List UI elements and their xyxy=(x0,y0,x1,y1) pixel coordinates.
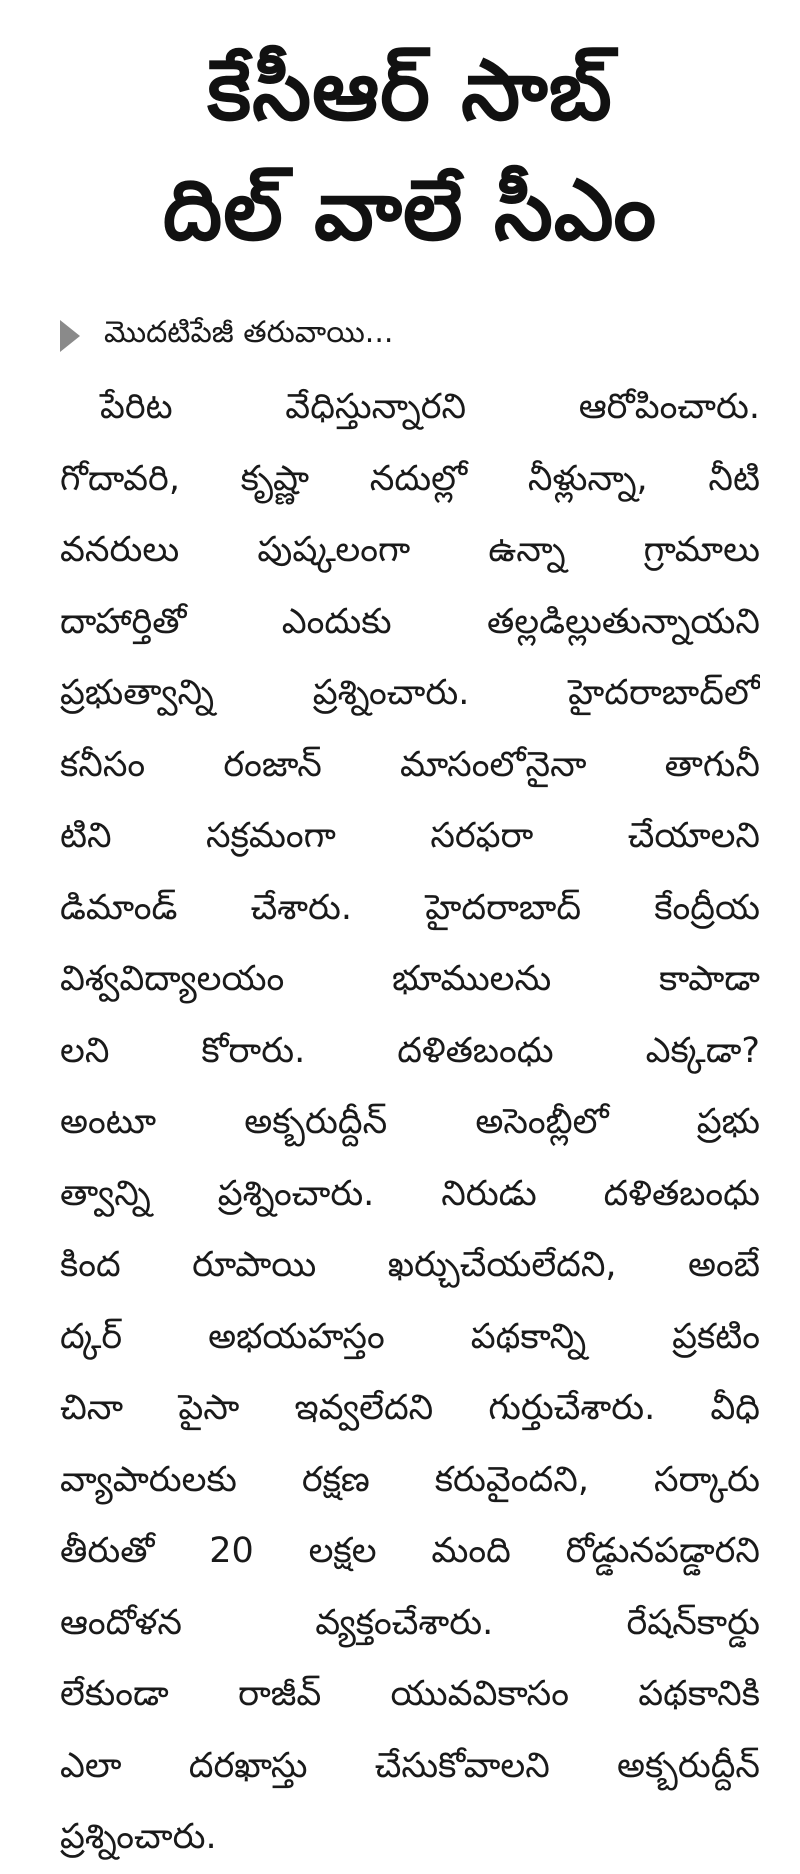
body-line: కనీసం రంజాన్ మాసంలోనైనా తాగునీ xyxy=(60,744,760,785)
body-line: పేరిట వేధిస్తున్నారని ఆరోపించారు. xyxy=(100,387,760,427)
body-line: ఎలా దరఖాస్తు చేసుకోవాలని అక్బరుద్దీన్ xyxy=(60,1745,760,1786)
body-line: టిని సక్రమంగా సరఫరా చేయాలని xyxy=(60,816,760,856)
continuation-marker xyxy=(60,308,760,364)
body-line: చినా పైసా ఇవ్వలేదని గుర్తుచేశారు. వీధి xyxy=(60,1388,760,1428)
triangle-arrow-icon xyxy=(60,320,80,352)
body-line: కింద రూపాయి ఖర్చుచేయలేదని, అంబే xyxy=(60,1245,760,1285)
body-line: లని కోరారు. దళితబంధు ఎక్కడా? xyxy=(60,1030,760,1071)
body-line: గోదావరి, కృష్ణా నదుల్లో నీళ్లున్నా, నీటి xyxy=(60,458,760,499)
body-line: విశ్వవిద్యాలయం భూములను కాపాడా xyxy=(60,959,760,999)
body-line: ప్రభుత్వాన్ని ప్రశ్నించారు. హైదరాబాద్‌లో xyxy=(60,673,760,713)
body-line: డిమాండ్ చేశారు. హైదరాబాద్ కేంద్రీయ xyxy=(60,887,760,928)
body-line: అంటూ అక్బరుద్దీన్ అసెంబ్లీలో ప్రభు xyxy=(60,1102,760,1142)
body-line: ఆందోళన వ్యక్తంచేశారు. రేషన్‌కార్డు xyxy=(60,1602,760,1643)
body-line: దాహార్తితో ఎందుకు తల్లడిల్లుతున్నాయని xyxy=(60,601,760,642)
body-line: ద్కర్ అభయహస్తం పథకాన్ని ప్రకటిం xyxy=(60,1316,760,1357)
body-line: ప్రశ్నించారు. xyxy=(60,1817,217,1857)
article-body xyxy=(60,372,760,1874)
headline xyxy=(60,30,760,270)
body-line: వ్యాపారులకు రక్షణ కరువైందని, సర్కారు xyxy=(60,1459,760,1500)
continuation-text: మొదటిపేజీ తరువాయి... xyxy=(104,315,394,350)
headline-line-1: కేసీఆర్ సాబ్ xyxy=(207,41,613,139)
body-line: వనరులు పుష్కలంగా ఉన్నా గ్రామాలు xyxy=(60,530,760,570)
body-line: తీరుతో 20 లక్షల మంది రోడ్డునపడ్డారని xyxy=(60,1531,760,1571)
body-line: త్వాన్ని ప్రశ్నించారు. నిరుడు దళితబంధు xyxy=(60,1173,760,1214)
headline-line-2: దిల్ వాలే సీఎం xyxy=(162,161,658,259)
body-line: లేకుండా రాజీవ్ యువవికాసం పథకానికి xyxy=(60,1674,760,1714)
